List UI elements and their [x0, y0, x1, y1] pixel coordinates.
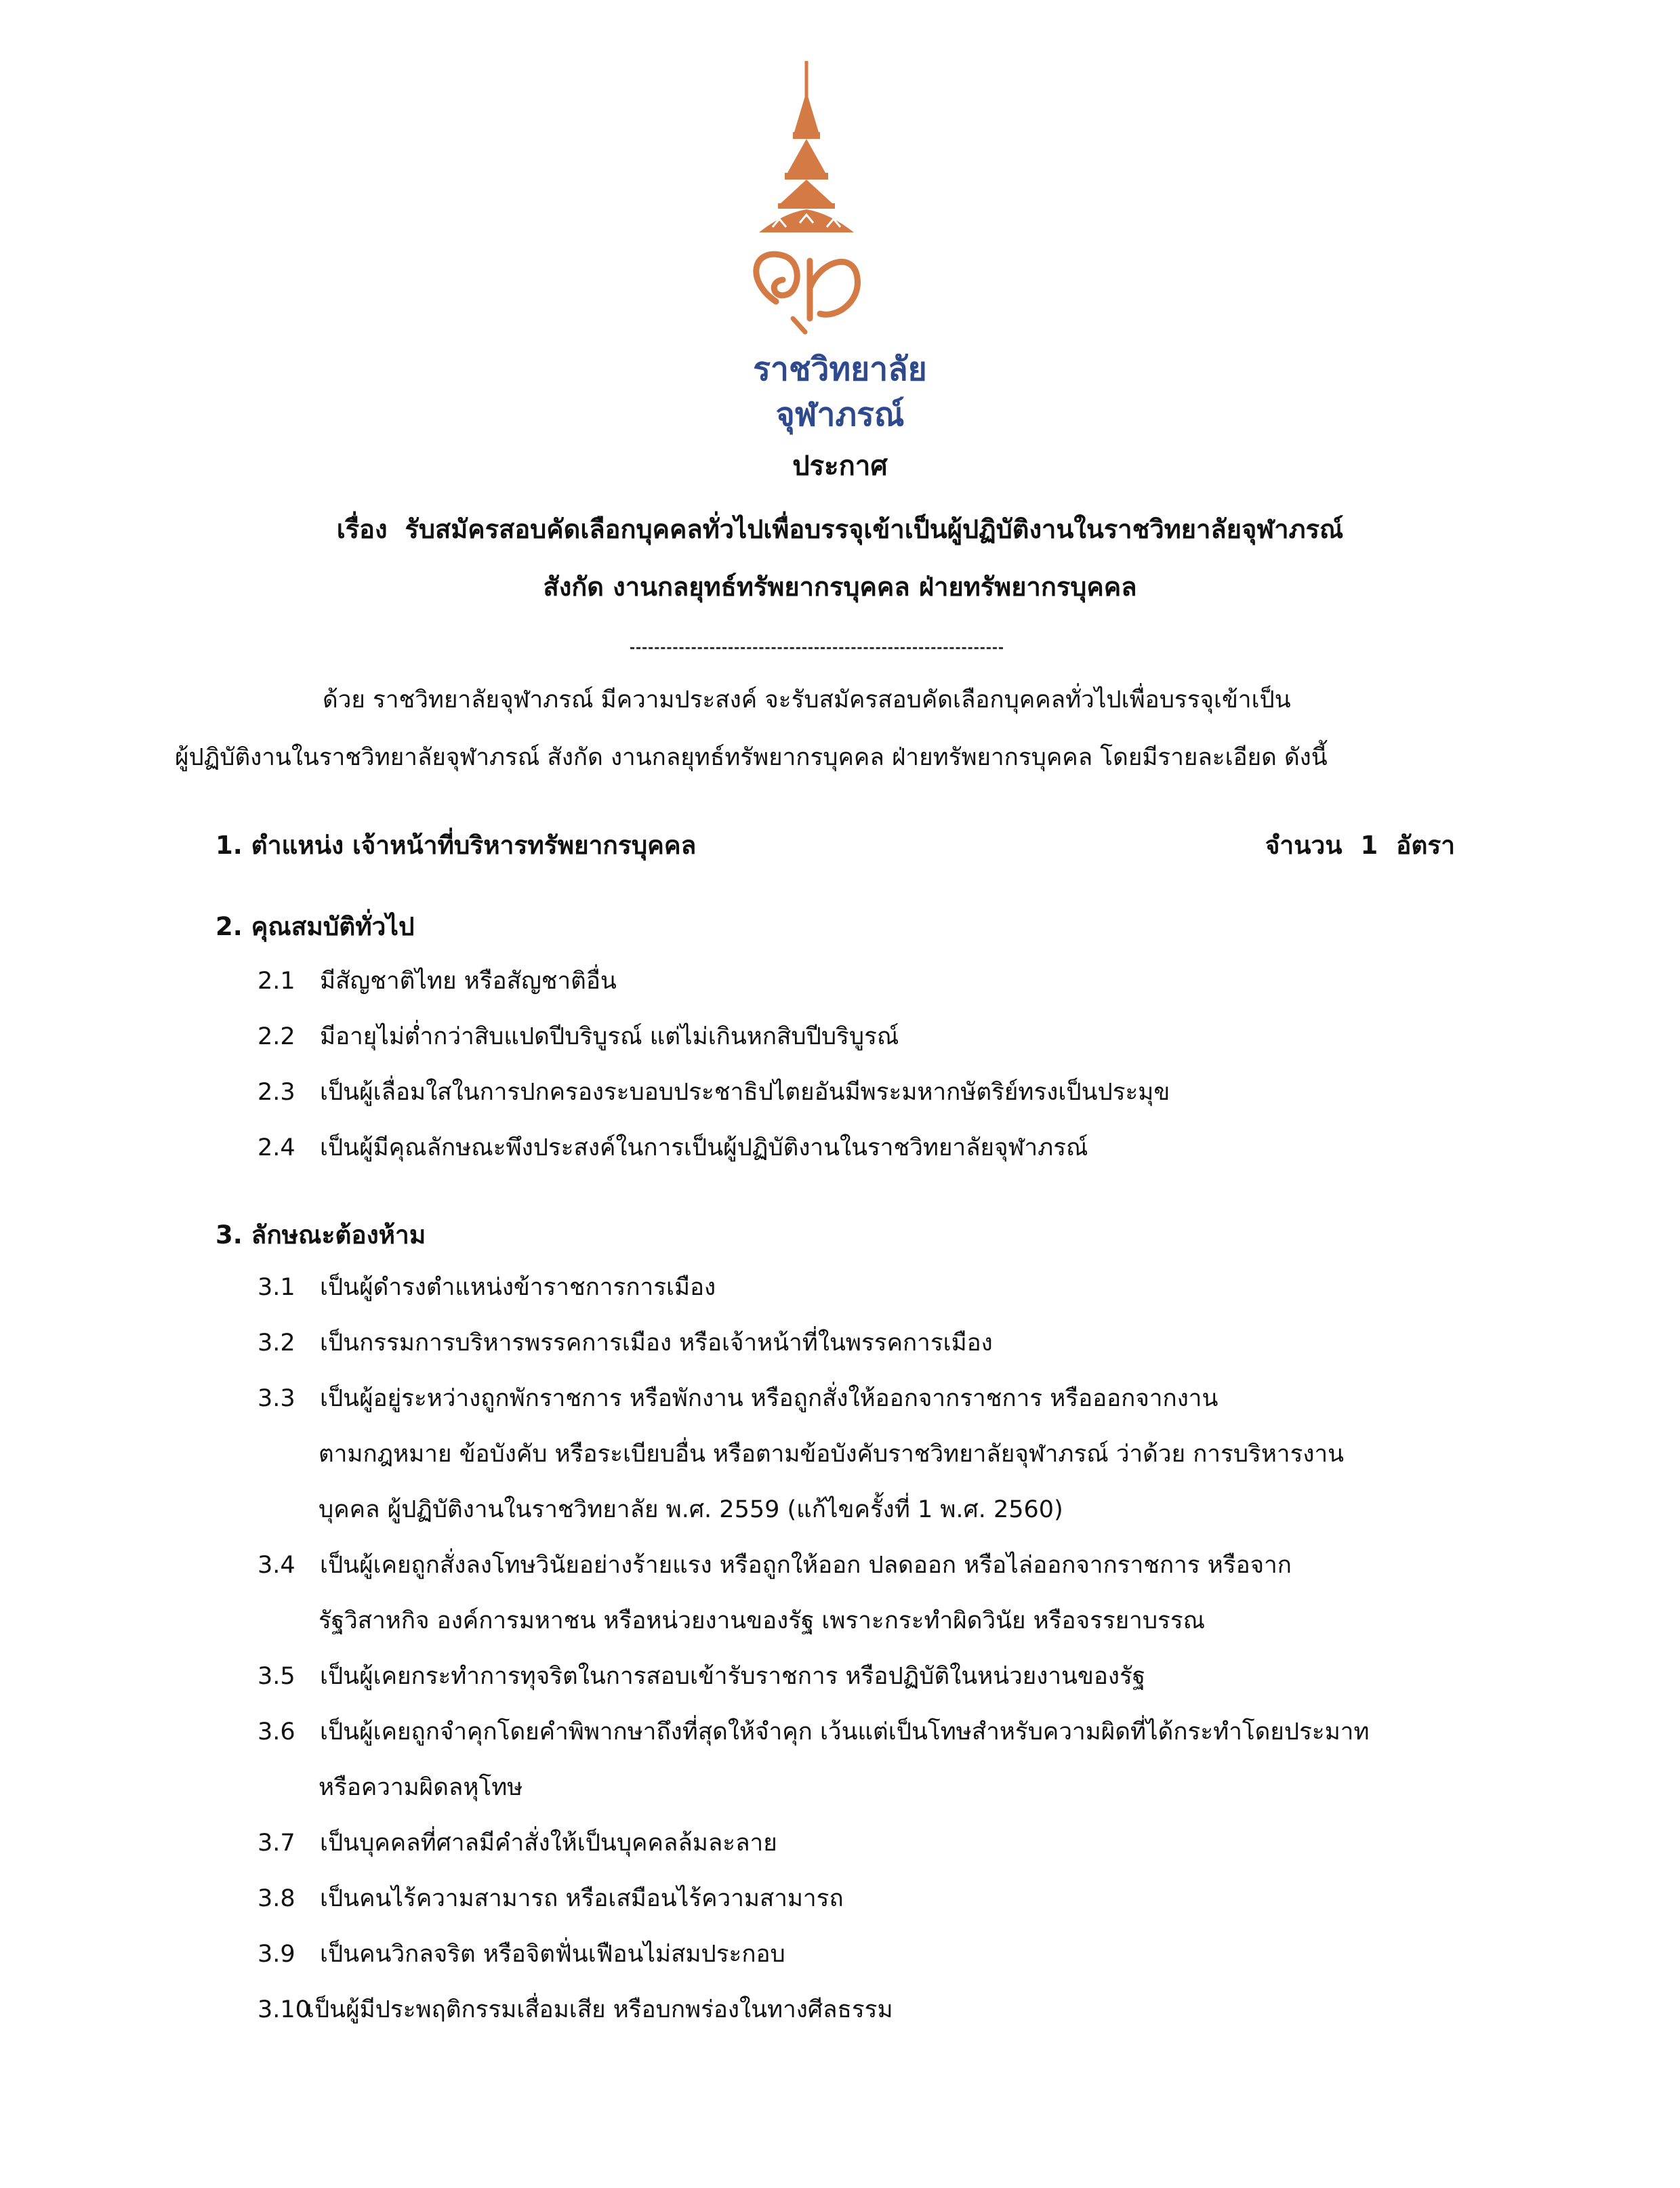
list-item [258, 1073, 1170, 1111]
item-number: 2.3 [258, 1079, 295, 1106]
item-number: 3.2 [258, 1329, 295, 1357]
item-text: เป็นผู้อยู่ระหว่างถูกพักราชการ หรือพักงาน หรือถูกสั่งให้ออกจากราชการ หรือออกจากงาน [320, 1385, 1218, 1412]
list-item [258, 1018, 899, 1055]
list-item [258, 1824, 777, 1861]
qualifications-heading: 2. คุณสมบัติทั่วไป [216, 912, 415, 941]
item-text: มีสัญชาติไทย หรือสัญชาติอื่น [320, 968, 617, 995]
item-number: 3.4 [258, 1552, 295, 1579]
count-label: จำนวน [1265, 831, 1343, 860]
item-number: 2.2 [258, 1023, 295, 1050]
list-item [258, 1324, 993, 1361]
list-item [258, 1129, 1088, 1166]
subject-label: เรื่อง [336, 514, 388, 544]
item-number: 3.7 [258, 1830, 295, 1857]
item-number: 3.10 [258, 1996, 310, 2023]
item-number: 3.1 [258, 1274, 295, 1301]
subject-text: รับสมัครสอบคัดเลือกบุคคลทั่วไปเพื่อบรรจุเข้าเป็นผู้ปฏิบัติงานในราชวิทยาลัยจุฬาภรณ์ [405, 514, 1344, 544]
item-text: เป็นผู้เลื่อมใสในการปกครองระบอบประชาธิปไตยอันมีพระมหากษัตริย์ทรงเป็นประมุข [320, 1079, 1170, 1106]
divider [630, 647, 1003, 649]
list-item [258, 1657, 1145, 1695]
list-item-continuation: ตามกฎหมาย ข้อบังคับ หรือระเบียบอื่น หรือตามข้อบังคับราชวิทยาลัยจุฬาภรณ์ ว่าด้วย การบริหารงาน [319, 1441, 1345, 1468]
royal-crown-emblem-icon [718, 58, 895, 342]
item-text: เป็นผู้เคยถูกสั่งลงโทษวินัยอย่างร้ายแรง หรือถูกให้ออก ปลดออก หรือไล่ออกจากราชการ หรือจาก [320, 1552, 1292, 1579]
institution-name-line1: ราชวิทยาลัย [753, 350, 927, 388]
item-number: 3.9 [258, 1941, 295, 1968]
item-number: 3.5 [258, 1663, 295, 1690]
item-number: 3.3 [258, 1385, 295, 1412]
item-text: เป็นผู้เคยถูกจำคุกโดยคำพิพากษาถึงที่สุดให้จำคุก เว้นแต่เป็นโทษสำหรับความผิดที่ได้กระทำโดยประมาท [320, 1718, 1370, 1746]
intro-paragraph-line2: ผู้ปฏิบัติงานในราชวิทยาลัยจุฬาภรณ์ สังกัด งานกลยุทธ์ทรัพยากรบุคคล ฝ่ายทรัพยากรบุคคล โดยมีรายละเอียด ดังนี้ [175, 744, 1328, 771]
intro-paragraph-line1: ด้วย ราชวิทยาลัยจุฬาภรณ์ มีความประสงค์ จะรับสมัครสอบคัดเลือกบุคคลทั่วไปเพื่อบรรจุเข้าเป็น [323, 686, 1291, 714]
list-item [258, 1880, 844, 1917]
list-item-continuation: หรือความผิดลหุโทษ [319, 1774, 523, 1801]
item-number: 2.4 [258, 1134, 295, 1161]
list-item [258, 1380, 1218, 1417]
item-text: เป็นผู้เคยกระทำการทุจริตในการสอบเข้ารับราชการ หรือปฏิบัติในหน่วยงานของรัฐ [320, 1663, 1146, 1690]
subject-line1 [0, 508, 1680, 550]
item-text: เป็นคนวิกลจริต หรือจิตฟั่นเฟือนไม่สมประกอบ [320, 1941, 785, 1968]
announcement-heading: ประกาศ [792, 451, 888, 482]
item-text: มีอายุไม่ต่ำกว่าสิบแปดปีบริบูรณ์ แต่ไม่เกินหกสิบปีบริบูรณ์ [320, 1023, 899, 1050]
list-item-continuation: บุคคล ผู้ปฏิบัติงานในราชวิทยาลัย พ.ศ. 2559 (แก้ไขครั้งที่ 1 พ.ศ. 2560) [319, 1496, 1063, 1523]
count-value: 1 [1360, 831, 1378, 860]
prohibitions-heading: 3. ลักษณะต้องห้าม [216, 1220, 426, 1250]
list-item [258, 1713, 1370, 1750]
item-text: เป็นกรรมการบริหารพรรคการเมือง หรือเจ้าหน้าที่ในพรรคการเมือง [320, 1329, 993, 1357]
position-count [1256, 825, 1455, 865]
item-number: 2.1 [258, 968, 295, 995]
item-text: เป็นบุคคลที่ศาลมีคำสั่งให้เป็นบุคคลล้มละลาย [320, 1830, 777, 1857]
institution-name-line2: จุฬาภรณ์ [775, 396, 905, 434]
item-number: 3.8 [258, 1885, 295, 1912]
list-item [258, 1546, 1292, 1584]
item-text: เป็นผู้มีประพฤติกรรมเสื่อมเสีย หรือบกพร่องในทางศีลธรรม [306, 1996, 893, 2023]
list-item [258, 1268, 716, 1306]
item-text: เป็นคนไร้ความสามารถ หรือเสมือนไร้ความสามารถ [320, 1885, 844, 1912]
list-item [258, 1935, 785, 1973]
item-number: 3.6 [258, 1718, 295, 1746]
count-unit: อัตรา [1396, 831, 1455, 860]
position-title: 1. ตำแหน่ง เจ้าหน้าที่บริหารทรัพยากรบุคคล [216, 831, 697, 860]
list-item [258, 962, 617, 999]
subject-line2: สังกัด งานกลยุทธ์ทรัพยากรบุคคล ฝ่ายทรัพยากรบุคคล [543, 572, 1137, 602]
list-item [258, 1991, 893, 2028]
item-text: เป็นผู้มีคุณลักษณะพึงประสงค์ในการเป็นผู้ปฏิบัติงานในราชวิทยาลัยจุฬาภรณ์ [320, 1134, 1088, 1161]
list-item-continuation: รัฐวิสาหกิจ องค์การมหาชน หรือหน่วยงานของรัฐ เพราะกระทำผิดวินัย หรือจรรยาบรรณ [319, 1607, 1206, 1634]
item-text: เป็นผู้ดำรงตำแหน่งข้าราชการการเมือง [320, 1274, 716, 1301]
